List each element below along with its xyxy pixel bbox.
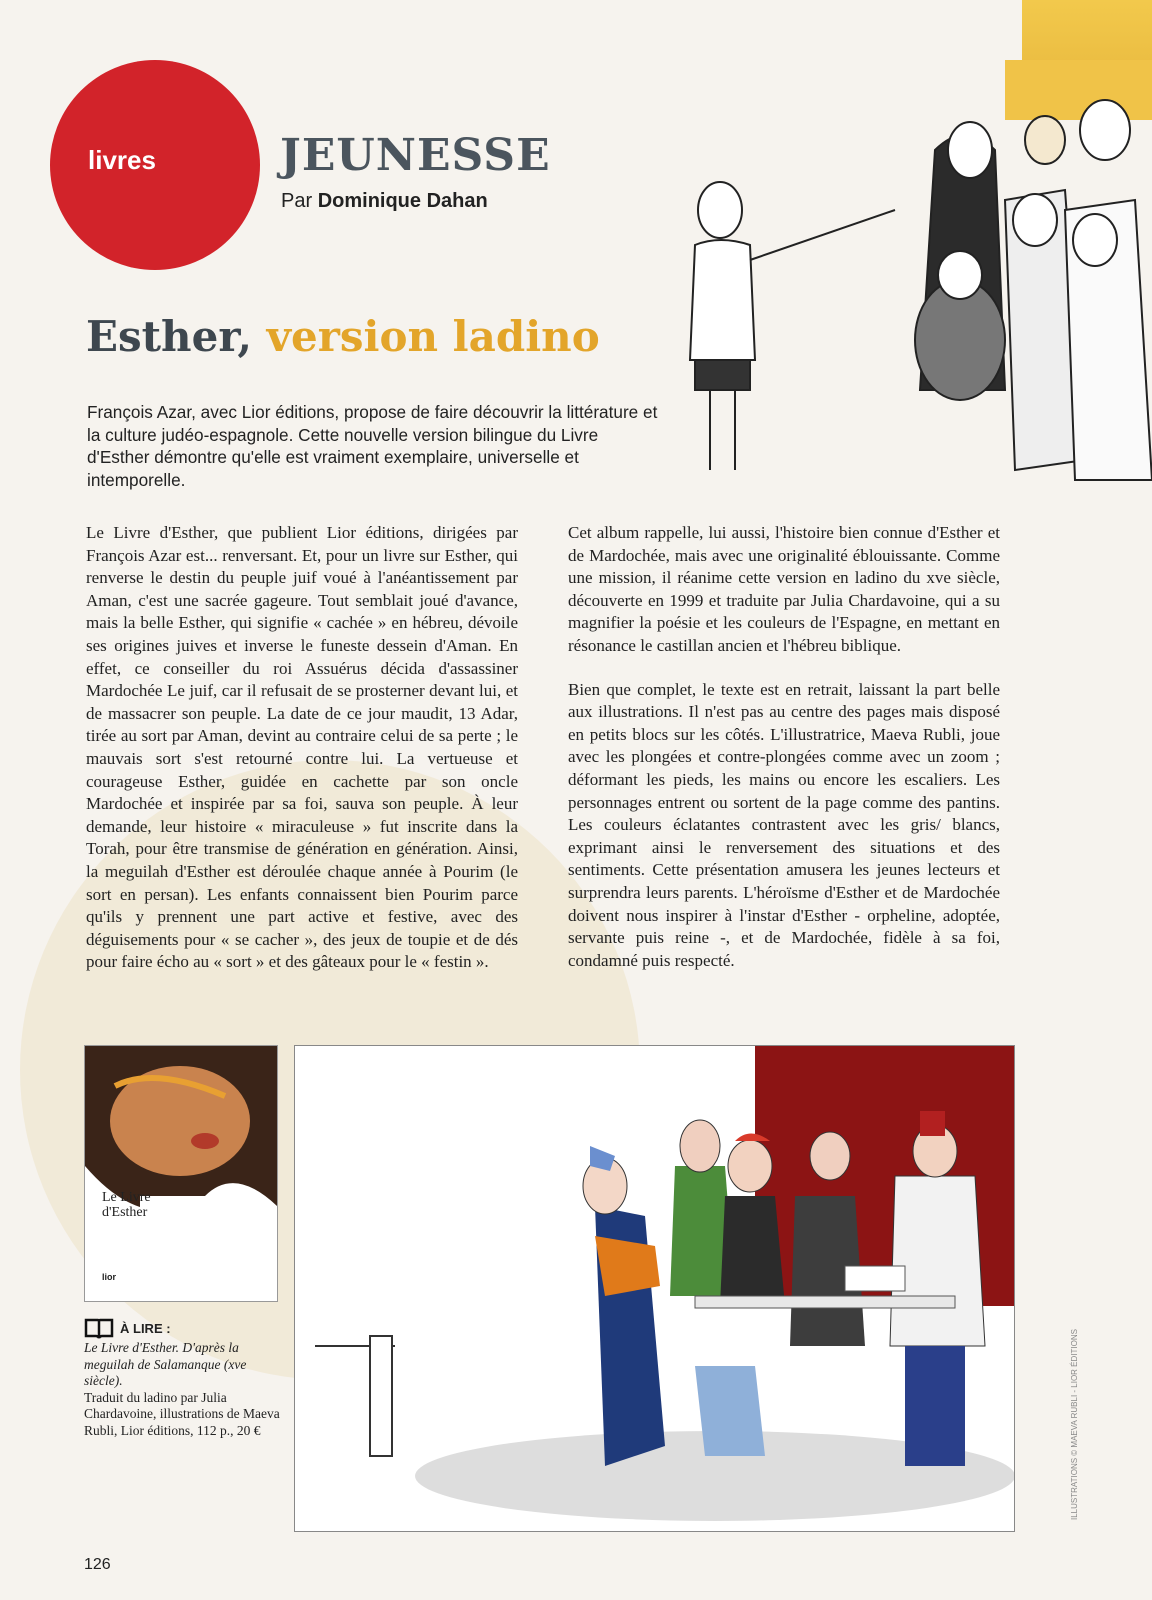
lead-paragraph: François Azar, avec Lior éditions, propose de faire découvrir la littérature et la culture judéo-espagnole. Cette nouvelle version bilingue du Livre d'Esther démontre qu'elle est vraiment exemplaire, universelle et intemporelle. — [87, 402, 658, 490]
book-icon — [84, 1318, 114, 1340]
headline-part1: Esther, — [86, 312, 253, 361]
body-paragraph: Cet album rappelle, lui aussi, l'histoire bien connue d'Esther et de Mardochée, mais avec une originalité éblouissante. Comme une mission, il réanime cette version en ladino du xve siècle, découverte en 1999 et traduite par Julia Chardavoine, qui a su magnifier la poésie et les couleurs de l'Espagne, en mettant en résonance le castillan ancien et l'hébreu biblique. — [568, 523, 1000, 655]
scene-art — [295, 1046, 1014, 1531]
reading-book-details: Traduit du ladino par Julia Chardavoine, illustrations de Maeva Rubli, Lior éditions, 112 p., 20 € — [84, 1389, 280, 1438]
author-name: Dominique Dahan — [317, 190, 488, 212]
section-badge-label: livres — [88, 145, 156, 175]
headline — [86, 312, 600, 361]
reading-box — [84, 1318, 284, 1439]
cover-title: Le Livre d'Esther — [102, 1190, 151, 1220]
section-title: JEUNESSE — [280, 130, 551, 181]
illustration-yellow-area — [1005, 60, 1152, 120]
byline-prefix: Par — [281, 190, 313, 212]
body-paragraph: Le Livre d'Esther, que publient Lior éditions, dirigées par François Azar est... renversant. Et, pour un livre sur Esther, qui renverse le destin du peuple juif voué à l'anéantissement par Aman, c'est une sacrée gageure. Tout semblait joué d'avance, mais la belle Esther, qui signifie « cachée » en hébreu, dévoile ses origines juives et inverse le funeste dessein d'Aman. En effet, ce conseiller du roi Assuérus décida d'assassiner Mardochée Le juif, car il refusait de se prosterner devant lui, et de massacrer son peuple. La date de ce jour maudit, 13 Adar, tirée au sort par Aman, devint au contraire celui de sa perte ; le mauvais sort s'est retourné contre lui. La vertueuse et courageuse Esther, guidée en cachette par son oncle Mardochée et inspirée par sa foi, sauva son peuple. À leur demande, leur histoire « miraculeuse » fut inscrite dans la Torah, pour être transmise de génération en génération. Ainsi, la meguilah d'Esther est déroulée chaque année à Pourim (le sort en persan). Les enfants connaissent bien Pourim parce qu'ils y prennent une part active et festive, avec des déguisements pour « se cacher », des jeux de toupie et de dés pour faire écho au « sort » et des gâteaux pour le « festin ». — [86, 523, 518, 972]
column-left — [86, 522, 518, 995]
reading-book-title: Le Livre d'Esther. D'après la meguilah de Salamanque (xve siècle). — [84, 1340, 247, 1388]
reading-label: À LIRE : — [120, 1320, 171, 1336]
cover-art — [85, 1046, 277, 1301]
byline — [281, 190, 488, 213]
illustration-credits: ILLUSTRATIONS © MAEVA RUBLI - LIOR ÉDITIONS — [1070, 1329, 1079, 1520]
cover-publisher: lior — [102, 1272, 117, 1282]
illustration-crowd — [665, 60, 1152, 490]
headline-part2: version ladino — [266, 312, 600, 361]
illustration-scene — [294, 1045, 1015, 1532]
column-right — [568, 522, 1000, 993]
figure-pointing — [690, 182, 895, 470]
figure-group — [915, 100, 1152, 480]
body-paragraph: Bien que complet, le texte est en retrait, laissant la part belle aux illustrations. Il n'est pas au centre des pages mais disposé en petits blocs sur les côtés. L'illustratrice, Maeva Rubli, joue avec les plongées et contre-plongées comme avec un zoom ; déformant les pieds, les mains ou encore les escaliers. Les personnages entrent ou sortent de la page comme des pantins. Les couleurs éclatantes contrastent avec les gris/ blancs, exprimant ainsi le renversement des situations et des sentiments. Cette présentation amusera les jeunes lecteurs et surprendra leurs parents. L'héroïsme d'Esther et de Mardochée doivent nous inspirer à l'instar d'Esther - orpheline, adoptée, servante puis reine -, et de Mardochée, fidèle à sa foi, condamné puis respecté. — [568, 679, 1000, 970]
book-cover — [84, 1045, 278, 1302]
page-number: 126 — [84, 1556, 111, 1573]
